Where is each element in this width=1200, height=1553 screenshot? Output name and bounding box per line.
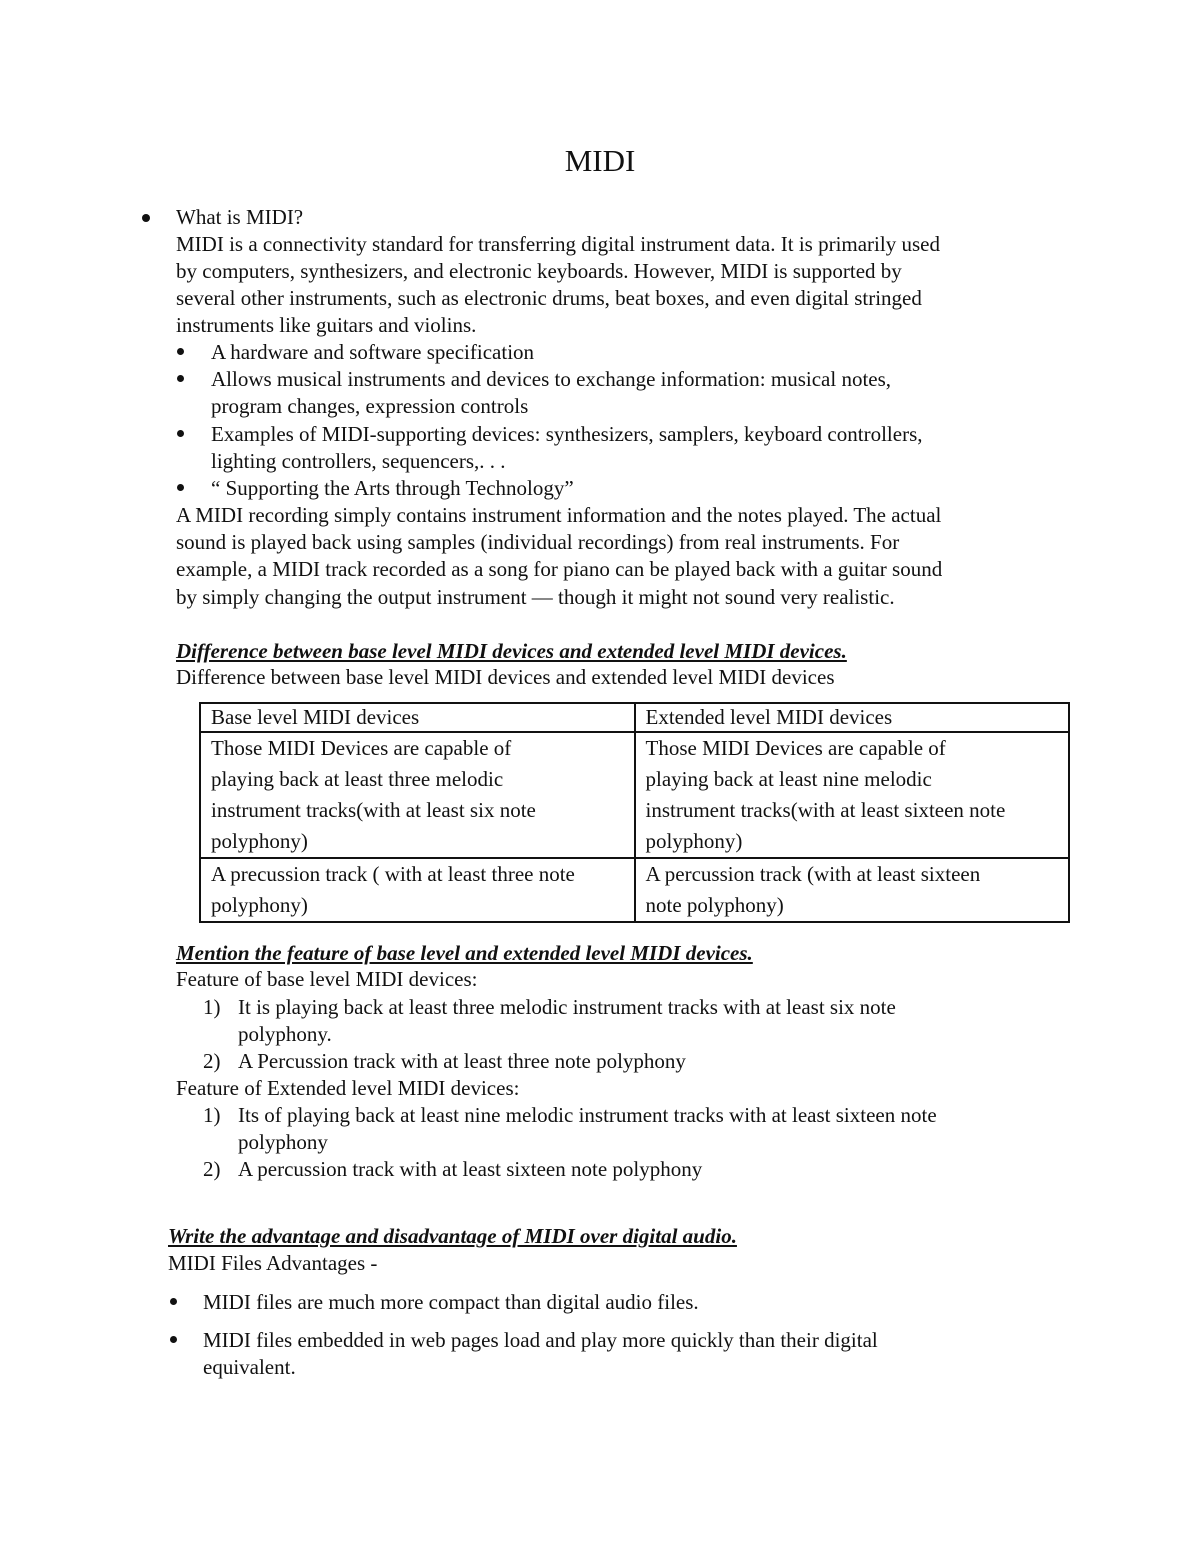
- table-header-cell: Base level MIDI devices: [200, 703, 635, 732]
- advantages-label: MIDI Files Advantages -: [168, 1251, 378, 1275]
- paragraph-line: MIDI is a connectivity standard for transferring digital instrument data. It is primarily used: [176, 232, 940, 256]
- section-heading-features: Mention the feature of base level and extended level MIDI devices.: [176, 941, 753, 965]
- table-cell: Those MIDI Devices are capable of playing back at least nine melodic instrument tracks(with at least sixteen note polyphony): [635, 732, 1070, 858]
- section-heading-advantages: Write the advantage and disadvantage of MIDI over digital audio.: [168, 1224, 737, 1248]
- recording-line: example, a MIDI track recorded as a song for piano can be played back with a guitar sound: [176, 557, 943, 581]
- bullet-icon: [142, 214, 150, 222]
- advantage-line: equivalent.: [203, 1355, 296, 1379]
- table-cell: Those MIDI Devices are capable of playing back at least three melodic instrument tracks(with at least six note polyphony): [200, 732, 635, 858]
- list-item-line: polyphony.: [238, 1022, 332, 1046]
- advantage-line: MIDI files embedded in web pages load and play more quickly than their digital: [203, 1328, 878, 1352]
- list-number: 1): [203, 995, 221, 1019]
- list-item-line: polyphony: [238, 1130, 328, 1154]
- list-item-line: It is playing back at least three melodic instrument tracks with at least six note: [238, 995, 896, 1019]
- comparison-table: [199, 702, 1070, 923]
- base-feature-label: Feature of base level MIDI devices:: [176, 967, 478, 991]
- advantage-line: MIDI files are much more compact than digital audio files.: [203, 1290, 699, 1314]
- list-number: 2): [203, 1049, 221, 1073]
- table-cell: A percussion track (with at least sixteen note polyphony): [635, 858, 1070, 922]
- table-cell: A precussion track ( with at least three note polyphony): [200, 858, 635, 922]
- bullet-icon: [170, 1336, 177, 1343]
- recording-line: A MIDI recording simply contains instrument information and the notes played. The actual: [176, 503, 942, 527]
- table-row: [200, 732, 1069, 858]
- bullet-icon: [177, 484, 184, 491]
- section-heading-difference: Difference between base level MIDI devices and extended level MIDI devices.: [176, 639, 847, 663]
- list-item-line: A Percussion track with at least three note polyphony: [238, 1049, 686, 1073]
- bullet-icon: [177, 375, 184, 382]
- sub-bullet-line: A hardware and software specification: [211, 340, 535, 364]
- list-item-line: Its of playing back at least nine melodic instrument tracks with at least sixteen note: [238, 1103, 937, 1127]
- table-header-row: [200, 703, 1069, 732]
- sub-bullet-line: lighting controllers, sequencers,. . .: [211, 449, 506, 473]
- bullet-icon: [177, 430, 184, 437]
- page-title: MIDI: [564, 143, 636, 178]
- paragraph-line: instruments like guitars and violins.: [176, 313, 477, 337]
- table-header-cell: Extended level MIDI devices: [635, 703, 1070, 732]
- recording-line: sound is played back using samples (individual recordings) from real instruments. For: [176, 530, 900, 554]
- paragraph-line: several other instruments, such as electronic drums, beat boxes, and even digital stringed: [176, 286, 922, 310]
- list-number: 2): [203, 1157, 221, 1181]
- question-text: What is MIDI?: [176, 205, 304, 229]
- recording-line: by simply changing the output instrument — though it might not sound very realistic.: [176, 585, 895, 609]
- sub-bullet-line: program changes, expression controls: [211, 394, 529, 418]
- sub-bullet-line: Examples of MIDI-supporting devices: synthesizers, samplers, keyboard controllers,: [211, 422, 923, 446]
- list-number: 1): [203, 1103, 221, 1127]
- extended-feature-label: Feature of Extended level MIDI devices:: [176, 1076, 520, 1100]
- bullet-icon: [170, 1298, 177, 1305]
- sub-bullet-line: “ Supporting the Arts through Technology”: [211, 476, 574, 500]
- sub-bullet-line: Allows musical instruments and devices to exchange information: musical notes,: [211, 367, 892, 391]
- table-row: [200, 858, 1069, 922]
- paragraph-line: by computers, synthesizers, and electronic keyboards. However, MIDI is supported by: [176, 259, 902, 283]
- bullet-icon: [177, 348, 184, 355]
- list-item-line: A percussion track with at least sixteen note polyphony: [238, 1157, 703, 1181]
- difference-subtitle: Difference between base level MIDI devices and extended level MIDI devices: [176, 665, 835, 689]
